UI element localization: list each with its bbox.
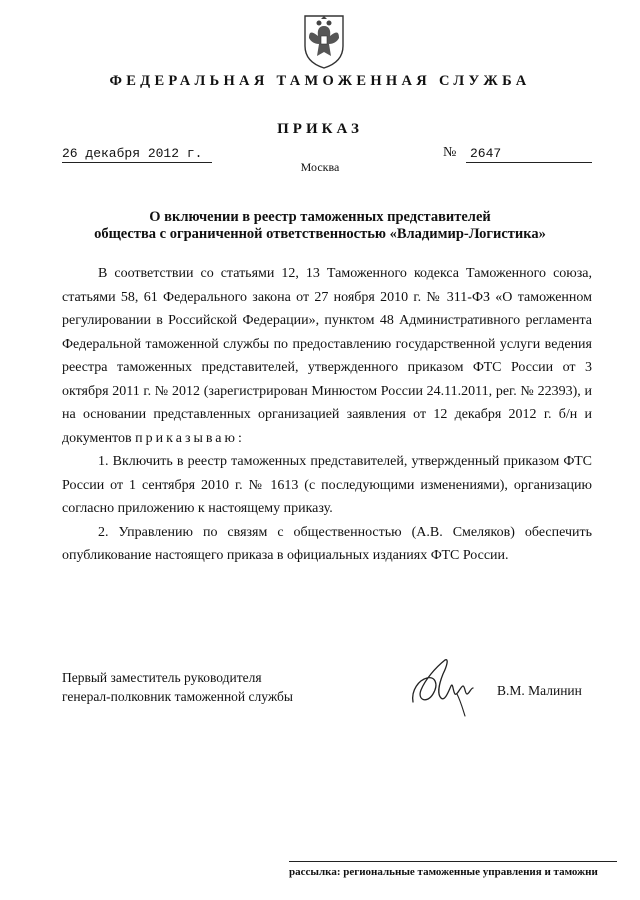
footer-divider [289,861,617,862]
order-number-label: № [443,145,457,160]
paragraph-preamble [62,262,592,450]
order-title [40,209,600,243]
distribution-note: рассылка: региональные таможенные управления и таможни [289,866,598,878]
paragraph-item-2: 2. Управлению по связям с общественностью (А.В. Смеляков) обеспечить опубликование настоящего приказа в официальных изданиях ФТС России. [62,524,592,563]
position-line-1: Первый заместитель руководителя [62,670,262,685]
document-type: ПРИКАЗ [277,121,363,137]
title-line-1: О включении в реестр таможенных представителей [149,209,491,225]
position-line-2: генерал-полковник таможенной службы [62,689,293,704]
signatory-name: В.М. Малинин [497,683,582,698]
order-number: 2647 [466,146,592,163]
agency-name: ФЕДЕРАЛЬНАЯ ТАМОЖЕННАЯ СЛУЖБА [109,73,531,89]
preamble-text: В соответствии со статьями 12, 13 Таможенного кодекса Таможенного союза, статьями 58, 61 Федерального закона от 27 ноября 2010 г. № 311-ФЗ «О таможенном регулировании в Российской Федерации», пунктом 48 Административного регламента Федеральной таможенной службы по предоставлению государственной услуги ведения реестра таможенных представителей, утвержденного приказом ФТС России от 3 октября 2011 г. № 2012 (зарегистрирован Минюстом России 24.11.2011, рег. № 22393), и на основании представленных организацией заявления от 12 декабря 2012 г. б/н и документов [62,266,592,446]
handwritten-signature-icon [405,650,485,720]
city: Москва [300,160,340,174]
order-body [62,262,592,568]
order-date: 26 декабря 2012 г. [62,146,212,163]
order-word: приказываю: [135,430,245,446]
paragraph-item-1: 1. Включить в реестр таможенных представителей, утвержденный приказом ФТС России от 1 сентября 2010 г. № 1613 (с последующими изменениями), организацию согласно приложению к настоящему приказу. [62,454,592,516]
coat-of-arms-icon [301,12,347,70]
signatory-position [62,668,293,706]
title-line-2: общества с ограниченной ответственностью «Владимир-Логистика» [94,226,546,242]
